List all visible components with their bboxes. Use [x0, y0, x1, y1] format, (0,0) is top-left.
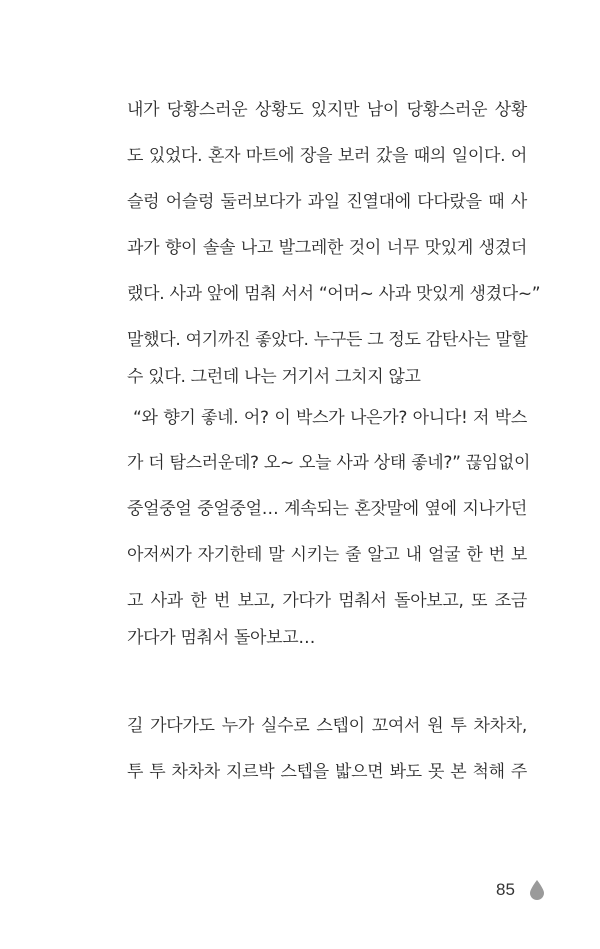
- text-line: 고 사과 한 번 보고, 가다가 멈춰서 돌아보고, 또 조금: [127, 591, 527, 611]
- text-line: 아저씨가 자기한테 말 시키는 줄 알고 내 얼굴 한 번 보: [127, 545, 527, 565]
- page-number: 85: [496, 880, 515, 899]
- text-line: 랬다. 사과 앞에 멈춰 서서 “어머~ 사과 맛있게 생겼다~”: [127, 284, 541, 304]
- text-line: 도 있었다. 혼자 마트에 장을 보러 갔을 때의 일이다. 어: [127, 146, 527, 166]
- text-line: 내가 당황스러운 상황도 있지만 남이 당황스러운 상황: [127, 100, 527, 120]
- text-line: 수 있다. 그런데 나는 거기서 그치지 않고: [127, 367, 421, 387]
- text-line: “와 향기 좋네. 어? 이 박스가 나은가? 아니다! 저 박스: [133, 408, 527, 428]
- text-line: 중얼중얼 중얼중얼… 계속되는 혼잣말에 옆에 지나가던: [127, 499, 527, 519]
- text-line: 과가 향이 솔솔 나고 발그레한 것이 너무 맛있게 생겼더: [127, 238, 527, 258]
- text-line: 길 가다가도 누가 실수로 스텝이 꼬여서 원 투 차차차,: [127, 716, 527, 736]
- text-line: 가다가 멈춰서 돌아보고…: [127, 628, 316, 648]
- text-line: 슬렁 어슬렁 둘러보다가 과일 진열대에 다다랐을 때 사: [127, 192, 527, 212]
- text-line: 가 더 탐스러운데? 오~ 오늘 사과 상태 좋네?” 끊임없이: [127, 453, 531, 473]
- water-drop-icon: [530, 880, 544, 900]
- text-line: 투 투 차차차 지르박 스텝을 밟으면 봐도 못 본 척해 주: [127, 762, 527, 782]
- text-line: 말했다. 여기까진 좋았다. 누구든 그 정도 감탄사는 말할: [127, 330, 528, 350]
